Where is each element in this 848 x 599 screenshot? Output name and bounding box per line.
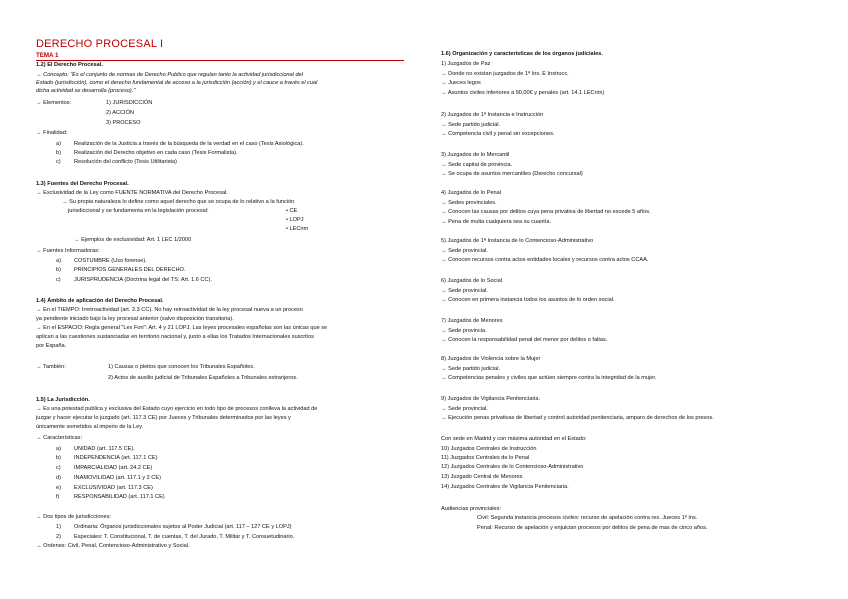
madrid-item: 11) Juzgados Centrales de lo Penal xyxy=(441,455,530,461)
organo-heading: 3) Juzgados de lo Mercantil xyxy=(441,152,510,158)
organo-detail: → Sede provincial. xyxy=(441,247,488,254)
fuentes-line-2a: → Su propia naturaleza lo define como aquel derecho que se ocupa de lo relativo a la función xyxy=(62,199,295,205)
organo-heading: 5) Juzgados de 1ª Instancia de lo Contencioso-Administrativo xyxy=(441,238,594,244)
organo-heading: 1) Juzgados de Paz xyxy=(441,61,491,67)
caract-key: e) xyxy=(56,485,61,491)
organo-detail: → Asuntos civiles inferiores a 90,00€ y penales (art. 14.1 LECrim) xyxy=(441,89,605,96)
fuentes-line-2b: jurisdiccional y se fundamenta en la legislación procesal: xyxy=(68,208,209,214)
tipo-key: 2) xyxy=(56,534,61,540)
organo-heading: 7) Juzgados de Menores xyxy=(441,318,503,324)
fuente-key: a) xyxy=(56,258,61,264)
madrid-item: 13) Juzgado Central de Menores xyxy=(441,474,523,480)
organo-detail: → Pena de multa cualquiera sea su cuantía. xyxy=(441,218,552,225)
section-1-2-heading: 1.2) El Derecho Procesal. xyxy=(36,62,103,68)
organo-detail: → Sede partido judicial. xyxy=(441,365,501,372)
ley-item: • LECrim xyxy=(286,226,309,232)
caracteristicas-label: → Características: xyxy=(36,435,83,441)
organo-detail: → Sede provincial. xyxy=(441,287,488,294)
organo-detail: → Sede partido judicial. xyxy=(441,121,501,128)
fuente-key: b) xyxy=(56,267,61,273)
organo-detail: → Competencias penales y civiles que actúen siempre contra la integridad de la mujer. xyxy=(441,375,657,381)
finalidad-key: a) xyxy=(56,141,61,147)
finalidad-text: Realización del Derecho objetivo en cada caso (Tesis Formalista). xyxy=(74,150,238,156)
espacio-line-2: aplican a las cuestiones sustanciadas en territorio nacional y, junto a ellas los Tratados Internacionales suscritos xyxy=(36,334,314,340)
espacio-line-3: por España. xyxy=(36,343,67,349)
organo-heading: 9) Juzgados de Vigilancia Penitenciaria. xyxy=(441,396,541,402)
tipos-label: → Dos tipos de jurisdicciones: xyxy=(36,514,111,520)
madrid-item: 12) Juzgados Centrales de lo Contencioso-Administrativo xyxy=(441,464,584,470)
espacio-line-1: → En el ESPACIO: Regla general "Lex Fori": Art. 4 y 21 LOPJ. Las leyes procesales españolas son las únicas que se xyxy=(36,325,328,331)
concept-line-1: → Concepto: "Es el conjunto de normas de Derecho Publico que regulan tanto la actividad jurisdiccional del xyxy=(36,72,303,78)
fuentes-informadoras-label: → Fuentes Informadoras: xyxy=(36,248,100,254)
tambien-item: 2) Actos de auxilio judicial de Tribunales Españoles a Tribunales extranjeros. xyxy=(108,375,298,381)
ley-item: • CE xyxy=(286,208,298,214)
madrid-intro: Con sede en Madrid y con máxima autoridad en el Estado: xyxy=(441,436,587,442)
fuente-text: JURISPRUDENCIA (Doctrina legal del TS: Art. 1.6 CC). xyxy=(74,277,212,283)
caract-key: b) xyxy=(56,455,61,461)
document-title: DERECHO PROCESAL I xyxy=(36,38,164,50)
madrid-item: 14) Juzgados Centrales de Vigilancia Penitenciaria. xyxy=(441,484,569,490)
tambien-label: → También: xyxy=(36,364,66,370)
caract-text: EXCLUSIVIDAD (art. 117.3 CE) xyxy=(74,485,153,491)
ley-item: • LOPJ xyxy=(286,217,304,223)
audiencias-label: Audiencias provinciales: xyxy=(441,506,502,512)
tema-heading: TEMA 1 xyxy=(36,52,59,59)
caract-text: RESPONSABILIDAD (art. 117.1 CE) xyxy=(74,494,165,500)
finalidad-key: b) xyxy=(56,150,61,156)
elemento-item: 3) PROCESO xyxy=(106,120,141,126)
organo-detail: → Se ocupa de asuntos mercantiles (Derecho concursal) xyxy=(441,171,583,177)
organo-detail: → Donde no existan juzgados de 1ª Ins. E Instrucc. xyxy=(441,70,569,77)
caract-text: INDEPENDENCIA (art. 117.1 CE) xyxy=(74,455,158,461)
organo-detail: → Sede capital de provincia. xyxy=(441,161,513,168)
juris-line-2: juzgar y hacer ejecutar lo juzgado (art. 117.3 CE) por Jueces y Tribunales determinados por las leyes y xyxy=(36,415,291,421)
tipo-key: 1) xyxy=(56,524,61,530)
organo-detail: → Sede provincial. xyxy=(441,405,488,412)
caract-key: d) xyxy=(56,475,61,481)
audiencia-item: Penal: Recurso de apelación y enjuician procesos por delitos de pena de mas de cinco años. xyxy=(477,525,708,531)
caract-text: UNIDAD (art. 117.5 CE). xyxy=(74,446,135,452)
elementos-label: → Elementos: xyxy=(36,100,72,106)
caract-text: INAMOVILIDAD (art. 117.1 y 2 CE) xyxy=(74,475,161,481)
ejemplos-line: → Ejemplos de exclusividad: Art. 1 LEC 1/2000 xyxy=(74,237,192,243)
fuente-key: c) xyxy=(56,277,61,283)
tiempo-line-1: → En el TIEMPO: Irretroactividad (art. 2.3 CC). No hay retroactividad de la ley procesal nueva a un proceso xyxy=(36,307,303,313)
tambien-item: 1) Causas o pleitos que conocen los Tribunales Españoles. xyxy=(108,364,255,370)
audiencia-item: Civil: Segunda instancia procesos civiles: recurso de apelación contra res. Jueces 1ª Ins. xyxy=(477,515,698,521)
section-1-3-heading: 1.3) Fuentes del Derecho Procesal. xyxy=(36,181,129,187)
finalidad-text: Realización de la Justicia a través de la búsqueda de la verdad en el caso (Tesis Axiológica). xyxy=(74,141,304,147)
organo-detail: → Competencia civil y penal sin excepciones. xyxy=(441,131,555,137)
concept-line-2: Estado (jurisdicción), como el derecho fundamental de acceso a la jurisdicción (acción) y el cauce a través el cual xyxy=(36,80,318,86)
juris-line-3: únicamente sometidos al imperio de la Ley. xyxy=(36,424,144,430)
section-1-4-heading: 1.4) Ámbito de aplicación del Derecho Procesal. xyxy=(36,298,164,304)
caract-text: IMPARCIALIDAD (art. 24.2 CE) xyxy=(74,465,153,471)
organo-heading: 4) Juzgados de lo Penal xyxy=(441,190,502,196)
tema-divider xyxy=(36,60,404,61)
section-1-6-heading: 1.6) Organización y características de los órganos judiciales. xyxy=(441,51,603,57)
fuente-text: COSTUMBRE (Uso forense). xyxy=(74,258,147,264)
caract-key: c) xyxy=(56,465,61,471)
finalidad-label: → Finalidad: xyxy=(36,130,68,136)
tipo-text: Ordinaria: Órganos jurisdiccionales sujetos al Poder Judicial (art. 117 – 127 CE y LOPJ) xyxy=(74,524,292,530)
caract-key: a) xyxy=(56,446,61,452)
organo-heading: 8) Juzgados de Violencia sobre la Mujer xyxy=(441,356,541,362)
organo-detail: → Ejecución penas privativas de libertad y control autoridad penitenciaria, amparo de derechos de los presos. xyxy=(441,415,714,421)
organo-detail: → Jueces legos xyxy=(441,80,481,86)
fuente-text: PRINCIPIOS GENERALES DEL DERECHO. xyxy=(74,267,186,273)
organo-heading: 6) Juzgados de lo Social xyxy=(441,278,502,284)
elemento-item: 1) JURISDICCIÓN xyxy=(106,100,153,106)
organo-heading: 2) Juzgados de 1ª Instancia e Instrucción xyxy=(441,112,544,118)
caract-key: f) xyxy=(56,494,60,500)
tiempo-line-2: ya pendiente iniciado bajo la ley procesal anterior (salvo disposición transitoria). xyxy=(36,316,234,322)
ordenes-line: → Ordenes: Civil, Penal, Contencioso-Administrativo y Social. xyxy=(36,543,190,549)
section-1-5-heading: 1.5) La Jurisdicción. xyxy=(36,397,90,403)
madrid-item: 10) Juzgados Centrales de Instrucción xyxy=(441,446,537,452)
fuentes-line-1: → Exclusividad de la Ley como FUENTE NORMATIVA del Derecho Procesal. xyxy=(36,190,228,196)
finalidad-text: Resolución del conflicto (Tesis Utilitarista) xyxy=(74,159,177,165)
elemento-item: 2) ACCIÓN xyxy=(106,110,134,116)
juris-line-1: → Es una potestad publica y exclusiva del Estado cuyo ejercicio en todo tipo de procesos conlleva la actividad de xyxy=(36,406,318,412)
organo-detail: → Conocen las causas por delitos cuya pena privativa de libertad no excede 5 años. xyxy=(441,209,651,215)
finalidad-key: c) xyxy=(56,159,61,165)
organo-detail: → Sedes provinciales. xyxy=(441,199,497,206)
organo-detail: → Sede provincia. xyxy=(441,327,487,334)
tipo-text: Especiales: T. Constitucional, T. de cuentas, T. del Jurado, T. Militar y T. Consuetudinario. xyxy=(74,534,295,540)
organo-detail: → Conocen la responsabilidad penal del menor por delitos o faltas. xyxy=(441,337,608,343)
organo-detail: → Conocen en primera instancia todos los asuntos de lo orden social. xyxy=(441,297,615,303)
concept-line-3: dicha actividad se desarrolla (proceso)." xyxy=(36,88,136,94)
organo-detail: → Conocen recursos contra actos entidades locales y recursos contra actos CCAA. xyxy=(441,257,649,263)
